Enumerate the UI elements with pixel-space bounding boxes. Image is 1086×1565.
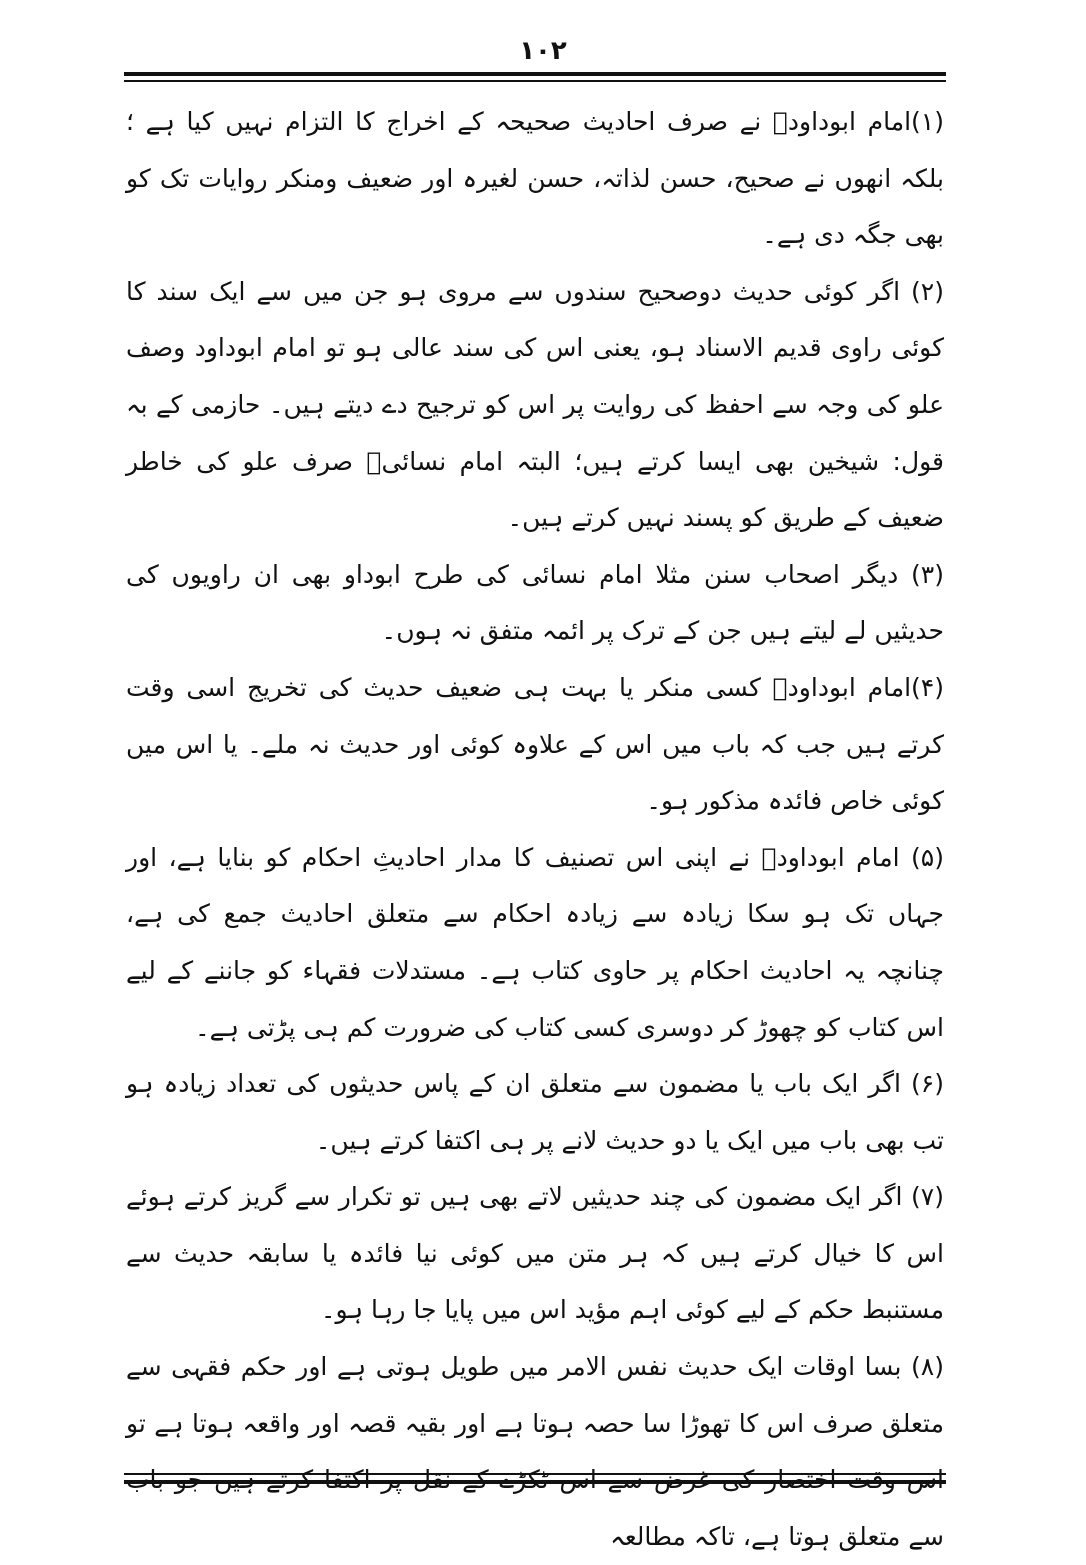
paragraph-8: (۸) بسا اوقات ایک حدیث نفس الامر میں طویل ہوتی ہے اور حکم فقہی سے متعلق صرف اس کا تھوڑا سا حصہ ہوتا ہے اور بقیہ قصہ اور واقعہ ہوتا ہے تو سے متعلق ہوتا ہے، تاکہ مطالعہ xyxy=(126,1352,944,1551)
paragraph-1: (۱)امام ابوداودؒ نے صرف احادیث صحیحہ کے اخراج کا التزام نہیں کیا ہے ؛ بلکہ انھوں نے صحیح، حسن لذاتہ، حسن لغیرہ اور ضعیف ومنکر روایات تک کو بھی جگہ دی ہے۔ xyxy=(126,107,944,250)
paragraph-3: (۳) دیگر اصحاب سنن مثلا امام نسائی کی طرح ابوداو بھی ان راویوں کی حدیثیں لے لیتے ہیں جن کے ترک پر ائمہ متفق نہ ہوں۔ xyxy=(126,559,944,646)
page-number: ۱۰۲ xyxy=(519,36,567,66)
paragraph-7: (۷) اگر ایک مضمون کی چند حدیثیں لاتے بھی ہیں تو تکرار سے گریز کرتے ہوئے اس کا خیال کرتے ہیں کہ ہر متن میں کوئی نیا فائدہ یا سابقہ حدیث سے مستنبط حکم کے لیے کوئی اہم مؤید اس میں پایا جا رہا ہو۔ xyxy=(126,1182,944,1325)
header-rule-top xyxy=(124,72,946,76)
page-body xyxy=(126,94,944,1551)
paragraph-2: (۲) اگر کوئی حدیث دوصحیح سندوں سے مروی ہو جن میں سے ایک سند کا کوئی راوی قدیم الاسناد ہو، یعنی اس کی سند عالی ہو تو امام ابوداود وصف علو کی وجہ سے احفظ کی روایت پر اس کو ترجیح دے دیتے ہیں۔ حازمی کے بہ قول: شیخین بھی ایسا کرتے ہیں؛ البتہ امام نسائیؒ صرف علو کی خاطر ضعیف کے طریق کو پسند نہیں کرتے ہیں۔ xyxy=(126,276,944,533)
footer-rule-bottom xyxy=(124,1480,946,1484)
paragraph-4: (۴)امام ابوداودؒ کسی منکر یا بہت ہی ضعیف حدیث کی تخریج اسی وقت کرتے ہیں جب کہ باب میں اس کے علاوہ کوئی اور حدیث نہ ملے۔ یا اس میں کوئی خاص فائدہ مذکور ہو۔ xyxy=(126,672,944,816)
header-rule-bottom xyxy=(124,80,946,82)
paragraph-6: (۶) اگر ایک باب یا مضمون سے متعلق ان کے پاس حدیثوں کی تعداد زیادہ ہو تب بھی باب میں ایک یا دو حدیث لانے پر ہی اکتفا کرتے ہیں۔ xyxy=(126,1069,944,1155)
footer-rule-top xyxy=(124,1473,946,1475)
paragraph-5: (۵) امام ابوداودؒ نے اپنی اس تصنیف کا مدار احادیثِ احکام کو بنایا ہے، اور جہاں تک ہو سکا زیادہ سے زیادہ احکام سے متعلق احادیث جمع کی ہے، چنانچہ یہ احادیث احکام پر حاوی کتاب ہے۔ مستدلات فقہاء کو جاننے کے لیے اس کتاب کو چھوڑ کر دوسری کسی کتاب کی ضرورت کم ہی پڑتی ہے۔ xyxy=(126,842,944,1042)
